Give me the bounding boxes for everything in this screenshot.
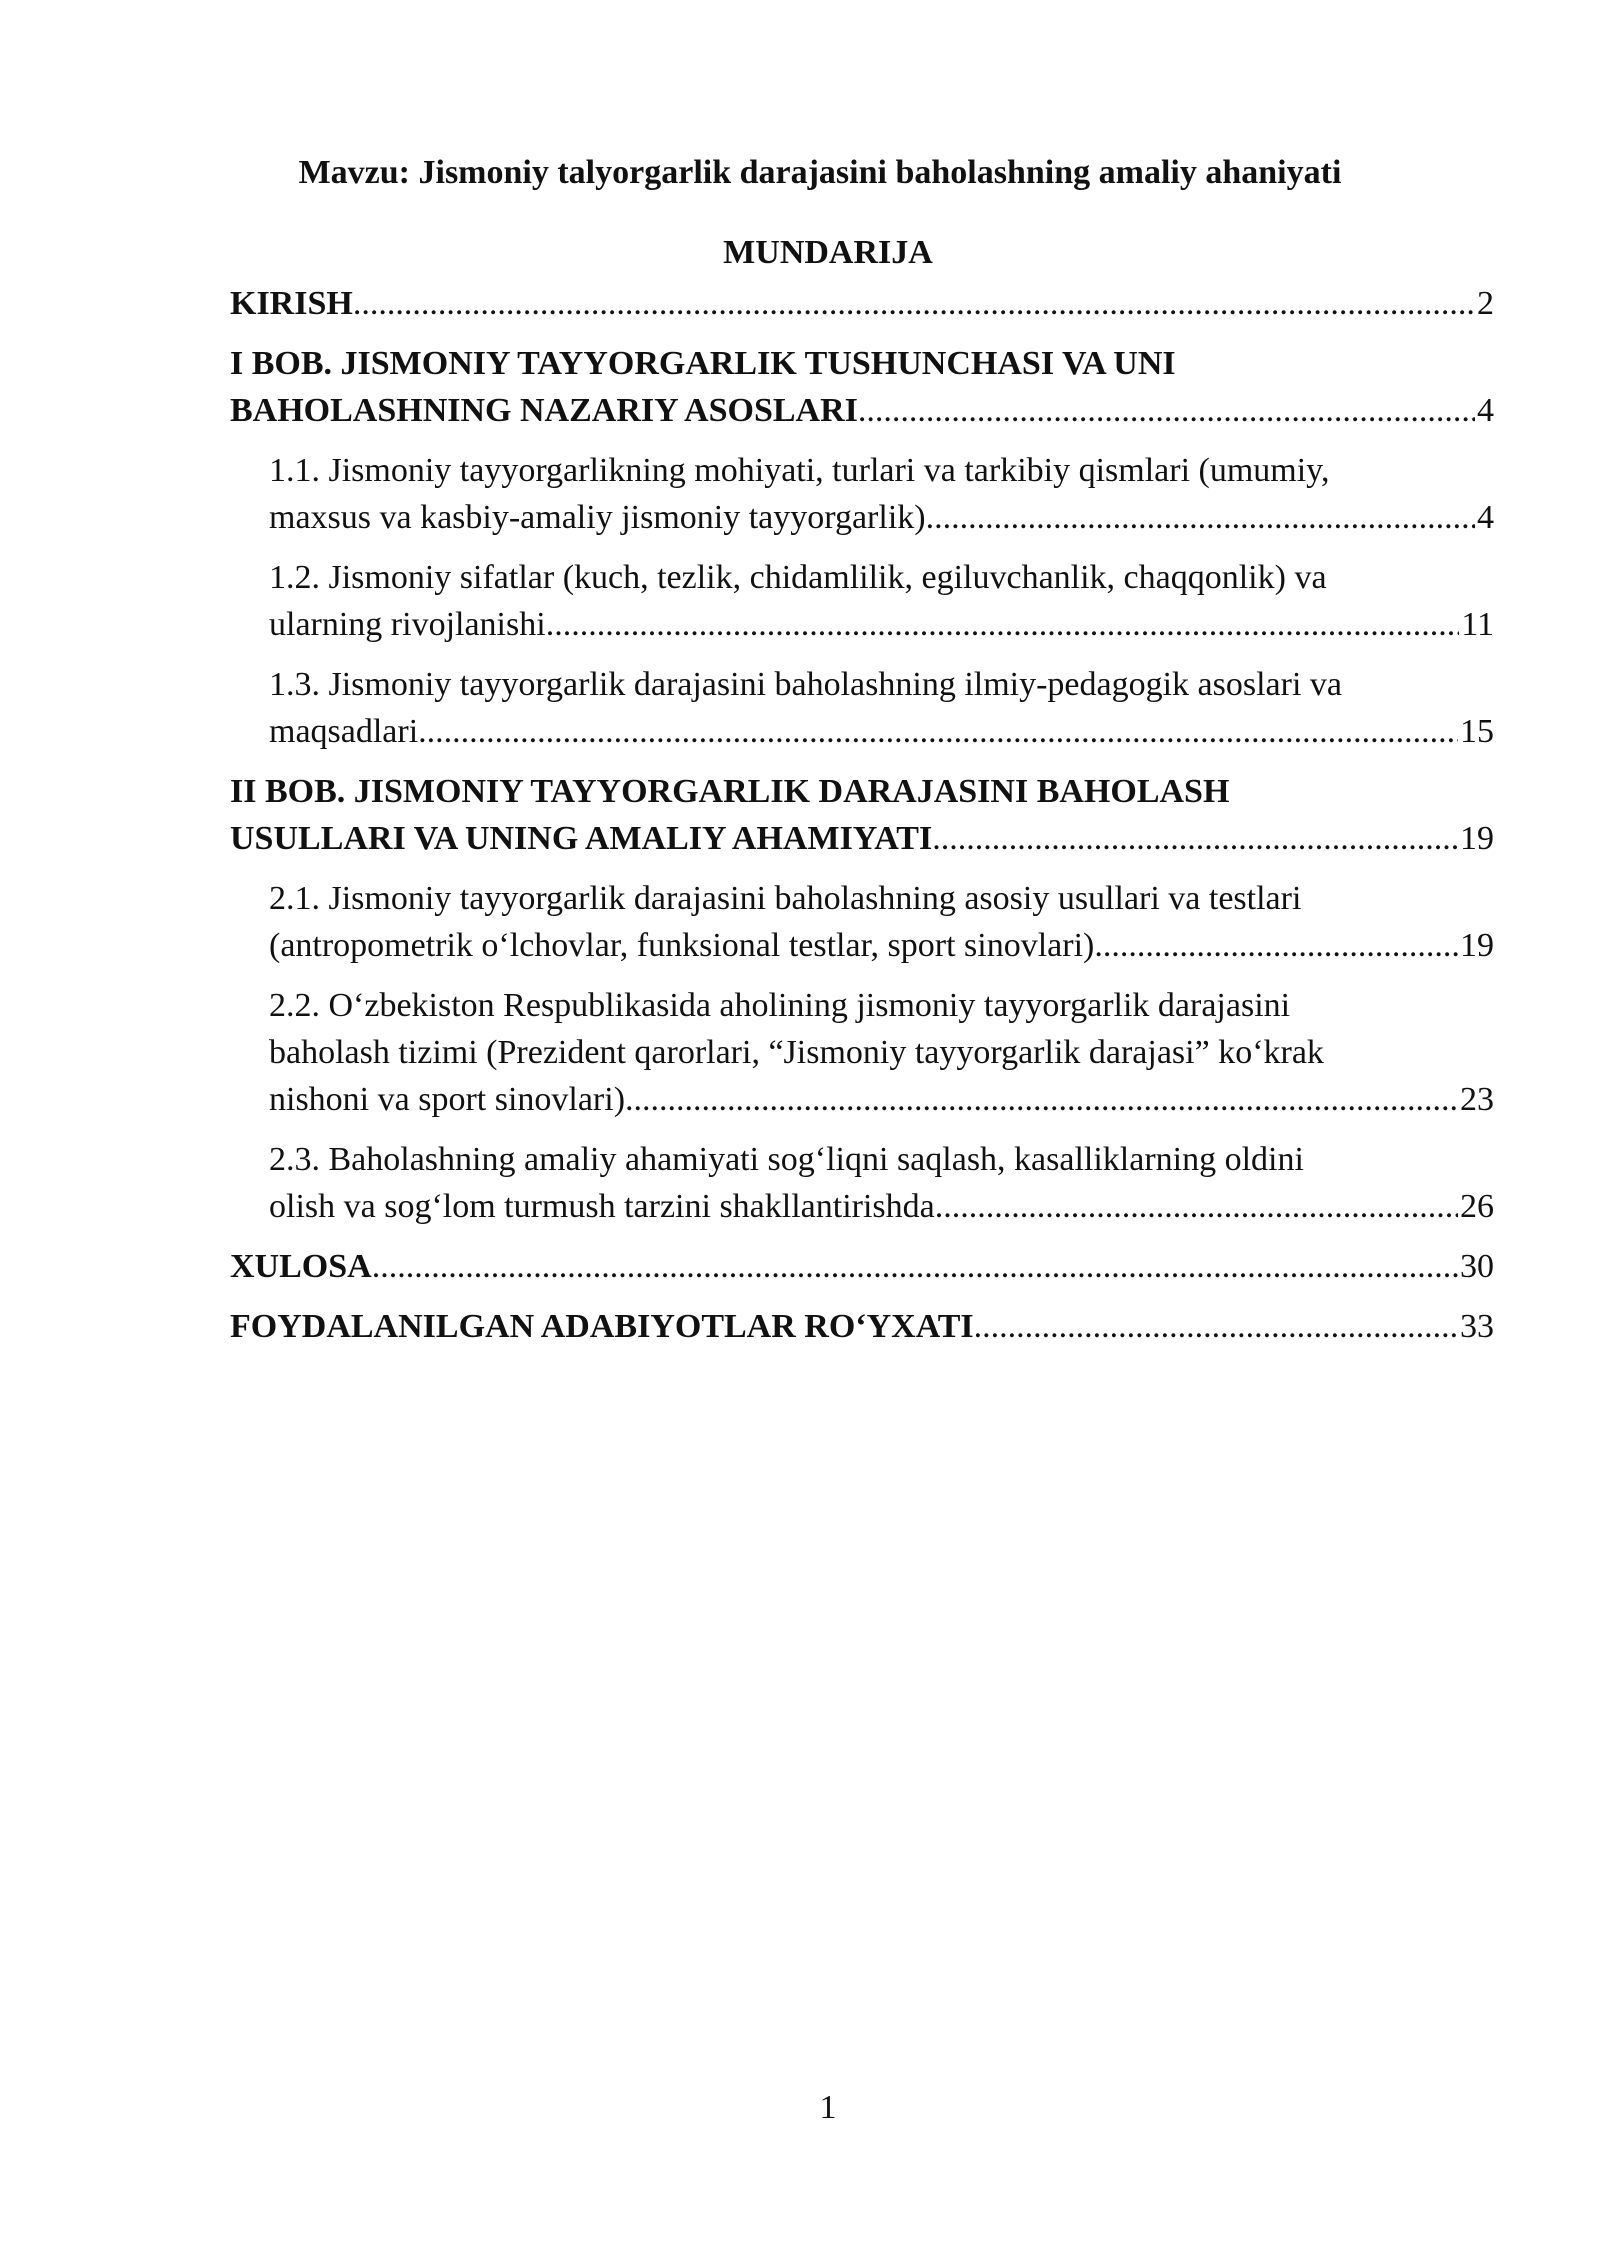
toc-entry-line: maqsadlari [269,713,419,750]
toc-entry-last-line [269,494,1494,541]
toc-dot-leader [372,1243,1458,1290]
toc-entry-line: 1.1. Jismoniy tayyorgarlikning mohiyati, turlari va tarkibiy qismlari (umumiy, [269,452,1330,489]
toc-dot-leader [932,815,1458,862]
toc-entry-page-number: 30 [1460,1248,1494,1285]
toc-entry-line: ularning rivojlanishi [269,606,546,643]
toc-entry-line: olish va sog‘lom turmush tarzini shakllantirishda [269,1188,935,1225]
toc-entry [230,447,1494,541]
toc-entry-line: maxsus va kasbiy-amaliy jismoniy tayyorgarlik) [269,499,926,536]
toc-entry-last-line [230,1243,1494,1290]
toc-entry-page-number: 11 [1461,606,1494,643]
toc-entry-page-number: 19 [1460,927,1494,964]
toc-entry-last-line [269,922,1494,969]
document-title: Mavzu: Jismoniy talyorgarlik darajasini baholashning amaliy ahaniyati [298,154,1342,191]
toc-entry-page-number: 33 [1460,1308,1494,1345]
toc-entry [230,982,1494,1123]
toc-entry-page-number: 26 [1460,1188,1494,1225]
toc-entry-line: 2.2. O‘zbekiston Respublikasida aholining jismoniy tayyorgarlik darajasini [269,987,1291,1024]
toc-entry [230,1136,1494,1230]
toc-entry-line: FOYDALANILGAN ADABIYOTLAR RO‘YXATI [230,1308,974,1345]
toc-dot-leader [974,1303,1458,1350]
toc-entry-page-number: 15 [1460,713,1494,750]
toc-entry-page-number: 2 [1477,285,1494,322]
toc-entry-last-line [230,387,1494,434]
toc-dot-leader [418,708,1458,755]
toc-entry-line: XULOSA [230,1248,372,1285]
toc-entry-last-line [230,815,1494,862]
toc-entry-last-line [230,280,1494,327]
toc-dot-leader [858,387,1475,434]
toc-entry-line: 1.3. Jismoniy tayyorgarlik darajasini baholashning ilmiy-pedagogik asoslari va [269,666,1343,703]
table-of-contents [230,280,1494,1363]
toc-entry-line: 2.1. Jismoniy tayyorgarlik darajasini baholashning asosiy usullari va testlari [269,880,1302,917]
toc-entry [230,768,1494,862]
toc-entry [230,554,1494,648]
toc-entry-line: baholash tizimi (Prezident qarorlari, “Jismoniy tayyorgarlik darajasi” ko‘krak [269,1034,1324,1071]
toc-dot-leader [926,494,1475,541]
toc-entry-line: 1.2. Jismoniy sifatlar (kuch, tezlik, chidamlilik, egiluvchanlik, chaqqonlik) va [269,559,1327,596]
toc-heading: MUNDARIJA [723,234,933,271]
toc-entry-line: BAHOLASHNING NAZARIY ASOSLARI [230,392,858,429]
toc-entry-last-line [230,1303,1494,1350]
toc-dot-leader [353,280,1475,327]
toc-entry-last-line [269,1076,1494,1123]
toc-entry [230,1303,1494,1350]
toc-dot-leader [935,1183,1458,1230]
toc-entry-line: KIRISH [230,285,353,322]
toc-entry-last-line [269,708,1494,755]
toc-entry [230,1243,1494,1290]
toc-dot-leader [625,1076,1458,1123]
page-number: 1 [819,2089,837,2126]
toc-entry-last-line [269,1183,1494,1230]
toc-entry-page-number: 23 [1460,1081,1494,1118]
toc-entry-page-number: 19 [1460,820,1494,857]
toc-entry [230,875,1494,969]
toc-entry-line: nishoni va sport sinovlari) [269,1081,626,1118]
toc-entry-last-line [269,601,1494,648]
toc-entry-line: USULLARI VA UNING AMALIY AHAMIYATI [230,820,933,857]
toc-entry-line: 2.3. Baholashning amaliy ahamiyati sog‘liqni saqlash, kasalliklarning oldini [269,1141,1304,1178]
toc-dot-leader [546,601,1460,648]
toc-entry-line: I BOB. JISMONIY TAYYORGARLIK TUSHUNCHASI VA UNI [230,345,1176,382]
toc-entry [230,340,1494,434]
toc-entry-line: (antropometrik o‘lchovlar, funksional testlar, sport sinovlari) [269,927,1095,964]
toc-entry-page-number: 4 [1477,499,1494,536]
toc-entry [230,661,1494,755]
toc-entry-page-number: 4 [1477,392,1494,429]
toc-entry-line: II BOB. JISMONIY TAYYORGARLIK DARAJASINI BAHOLASH [230,773,1230,810]
toc-entry [230,280,1494,327]
toc-dot-leader [1094,922,1458,969]
